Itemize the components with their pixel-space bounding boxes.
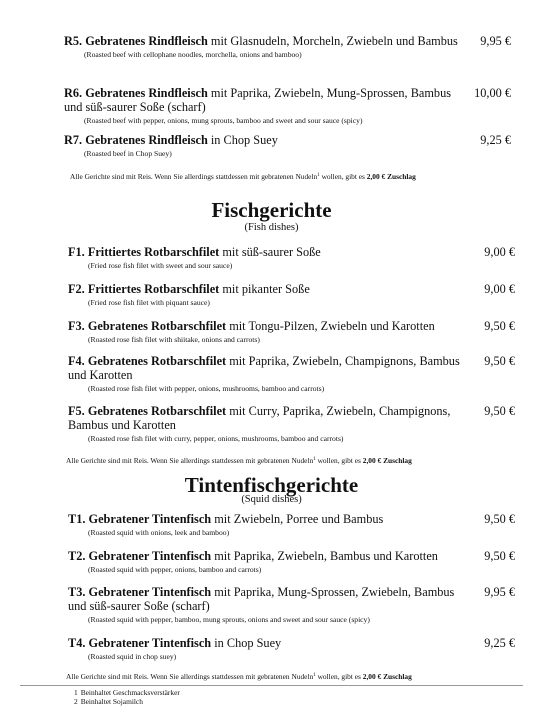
item-description: mit Curry, Paprika, Zwiebeln, Champignons, Bambus und Karotten — [68, 404, 451, 432]
menu-item-r5 — [64, 34, 519, 60]
item-description: mit süß-saurer Soße — [222, 245, 321, 259]
item-price: 9,50 € — [484, 549, 515, 563]
item-description: mit Paprika, Zwiebeln, Champignons, Bambus und Karotten — [68, 354, 460, 382]
menu-item-t4 — [68, 636, 523, 662]
menu-item-t2 — [68, 549, 523, 575]
item-description: mit Glasnudeln, Morcheln, Zwiebeln und Bambus — [210, 34, 458, 48]
item-translation: (Roasted beef with pepper, onions, mung sprouts, bamboo and sweet and sour sauce (spicy) — [84, 116, 363, 125]
item-price: 9,00 € — [484, 245, 515, 259]
menu-item-f3 — [68, 319, 523, 345]
footer-divider — [20, 685, 523, 686]
section-subtitle-fish: (Fish dishes) — [244, 222, 299, 233]
item-price: 10,00 € — [474, 86, 511, 100]
menu-item-t1 — [68, 512, 523, 538]
item-code: T3. — [68, 585, 86, 599]
item-translation: (Fried rose fish filet with piquant sauce) — [88, 298, 210, 307]
item-price: 9,50 € — [484, 354, 515, 368]
menu-item-r6 — [64, 86, 519, 126]
footnote-1: 1 Beinhaltet Geschmacksverstärker — [74, 688, 180, 697]
item-translation: (Roasted rose fish filet with pepper, onions, mushrooms, bamboo and carrots) — [88, 384, 325, 393]
item-description: mit Paprika, Mung-Sprossen, Zwiebeln, Bambus und süß-saurer Soße (scharf) — [68, 585, 455, 613]
item-translation: (Roasted squid in chop suey) — [88, 652, 177, 661]
item-code: R7. — [64, 133, 83, 147]
item-name: Gebratenes Rindfleisch — [85, 133, 208, 147]
item-code: F1. — [68, 245, 85, 259]
item-description: mit Tongu-Pilzen, Zwiebeln und Karotten — [229, 319, 435, 333]
item-code: T1. — [68, 512, 86, 526]
menu-item-f4 — [68, 354, 523, 394]
item-name: Frittiertes Rotbarschfilet — [87, 282, 220, 296]
item-price: 9,50 € — [484, 512, 515, 526]
item-code: F3. — [68, 319, 85, 333]
item-price: 9,00 € — [484, 282, 515, 296]
footnote-2: 2 Beinhaltet Sojamilch — [74, 697, 143, 706]
menu-item-f2 — [68, 282, 523, 308]
item-translation: (Roasted rose fish filet with curry, pepper, onions, mushrooms, bamboo and carrots) — [88, 434, 344, 443]
item-description: mit Zwiebeln, Porree und Bambus — [214, 512, 384, 526]
item-price: 9,50 € — [484, 404, 515, 418]
item-translation: (Roasted squid with pepper, onions, bamboo and carrots) — [88, 565, 262, 574]
item-description: in Chop Suey — [210, 133, 278, 147]
item-code: R5. — [64, 34, 83, 48]
item-description: mit Paprika, Zwiebeln, Bambus und Karotten — [214, 549, 438, 563]
section-title-squid: Tintenfischgerichte — [184, 473, 359, 497]
item-description: mit pikanter Soße — [222, 282, 310, 296]
item-name: Gebratener Tintenfisch — [88, 549, 212, 563]
item-price: 9,95 € — [484, 585, 515, 599]
item-code: F5. — [68, 404, 85, 418]
item-price: 9,50 € — [484, 319, 515, 333]
item-code: T4. — [68, 636, 86, 650]
menu-item-t3 — [68, 585, 523, 625]
menu-item-f5 — [68, 404, 523, 444]
item-price: 9,25 € — [484, 636, 515, 650]
item-code: F4. — [68, 354, 85, 368]
item-price: 9,25 € — [480, 133, 511, 147]
menu-item-f1 — [68, 245, 523, 271]
item-translation: (Roasted beef with cellophane noodles, morchella, onions and bamboo) — [84, 50, 302, 59]
item-name: Gebratenes Rotbarschfilet — [87, 404, 227, 418]
item-name: Gebratenes Rotbarschfilet — [87, 319, 227, 333]
item-translation: (Roasted rose fish filet with shiitake, onions and carrots) — [88, 335, 260, 344]
item-name: Gebratenes Rindfleisch — [85, 34, 208, 48]
item-name: Gebratener Tintenfisch — [88, 585, 212, 599]
menu-item-r7 — [64, 133, 519, 159]
item-translation: (Fried rose fish filet with sweet and sour sauce) — [88, 261, 233, 270]
item-price: 9,95 € — [480, 34, 511, 48]
item-name: Gebratenes Rotbarschfilet — [87, 354, 227, 368]
item-code: F2. — [68, 282, 85, 296]
rice-note: Alle Gerichte sind mit Reis. Wenn Sie allerdings stattdessen mit gebratenen Nudeln$^1$ wollen, gibt es 2,00 € Zuschlag — [66, 672, 412, 681]
item-description: mit Paprika, Zwiebeln, Mung-Sprossen, Bambus und süß-saurer Soße (scharf) — [64, 86, 451, 114]
section-title-fish: Fischgerichte — [211, 198, 332, 222]
item-name: Frittiertes Rotbarschfilet — [87, 245, 220, 259]
item-code: R6. — [64, 86, 83, 100]
item-translation: (Roasted squid with pepper, bamboo, mung sprouts, onions and sweet and sour sauce (spicy) — [88, 615, 370, 624]
item-name: Gebratener Tintenfisch — [88, 512, 212, 526]
rice-note: Alle Gerichte sind mit Reis. Wenn Sie allerdings stattdessen mit gebratenen Nudeln$^1$ wollen, gibt es 2,00 € Zuschlag — [66, 456, 412, 465]
item-name: Gebratenes Rindfleisch — [85, 86, 208, 100]
item-name: Gebratener Tintenfisch — [88, 636, 212, 650]
item-description: in Chop Suey — [214, 636, 282, 650]
item-translation: (Roasted beef in Chop Suey) — [84, 149, 172, 158]
item-code: T2. — [68, 549, 86, 563]
section-subtitle-squid: (Squid dishes) — [241, 494, 302, 505]
item-translation: (Roasted squid with onions, leek and bamboo) — [88, 528, 230, 537]
rice-note: Alle Gerichte sind mit Reis. Wenn Sie allerdings stattdessen mit gebratenen Nudeln$^1$ wollen, gibt es 2,00 € Zuschlag — [70, 172, 416, 181]
